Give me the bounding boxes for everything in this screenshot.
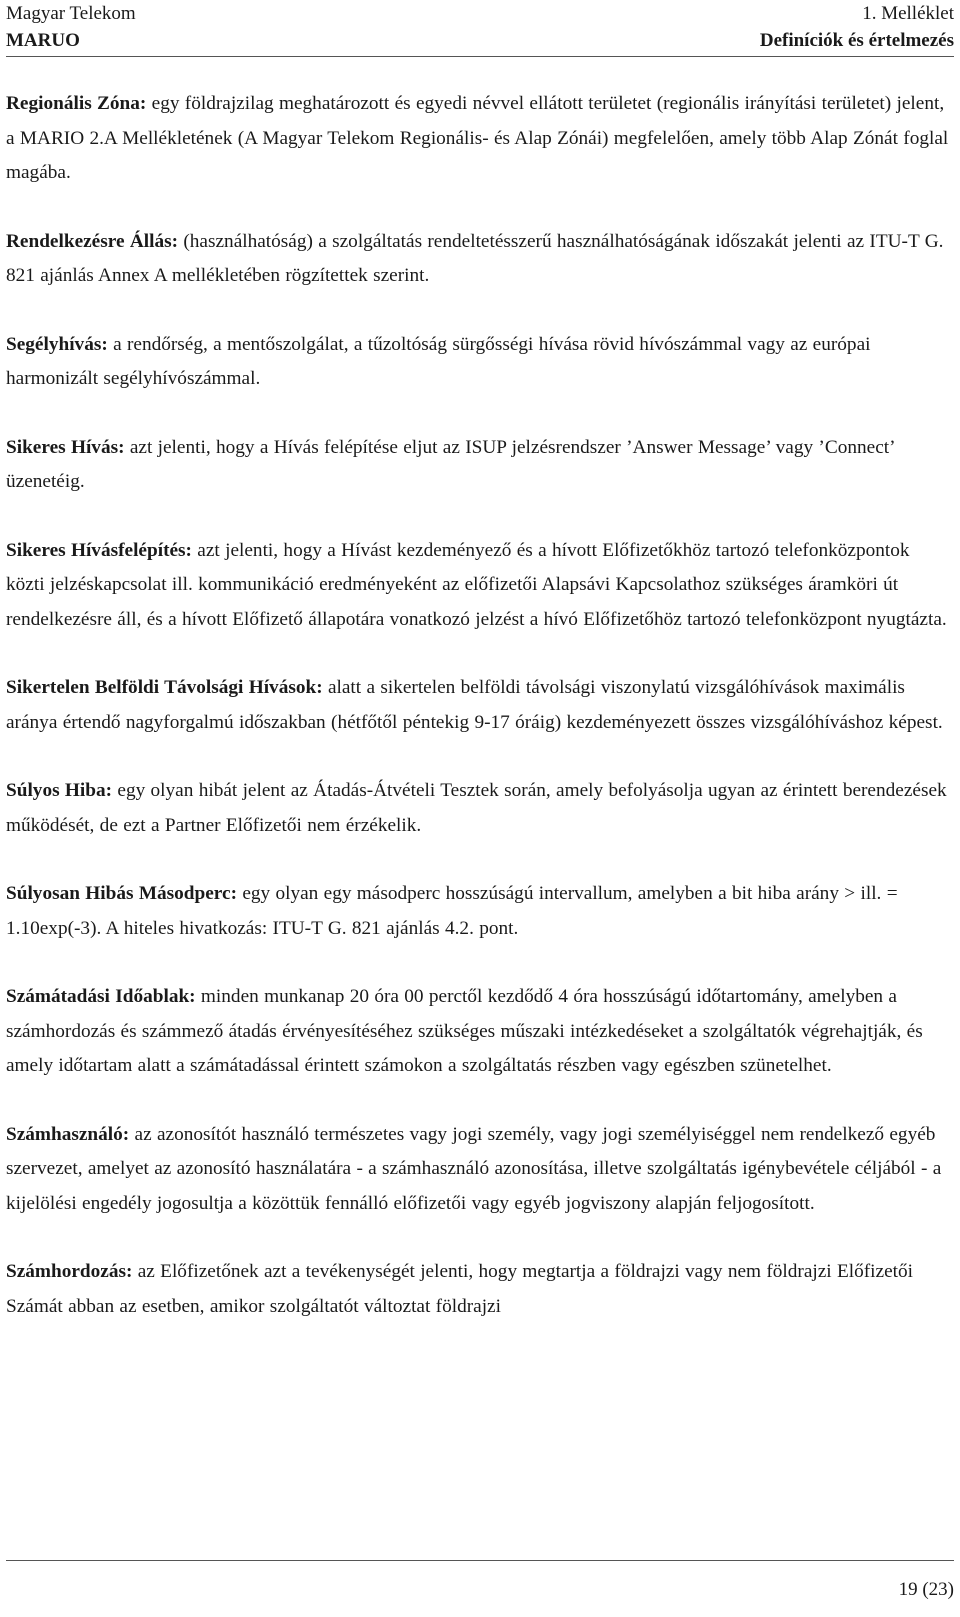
definition-term: Regionális Zóna: [6, 93, 147, 114]
definition-paragraph [6, 671, 951, 740]
definition-text: alatt a sikertelen belföldi távolsági viszonylatú vizsgálóhívások maximális aránya értendő nagyforgalmú időszakban (hétfőtől péntekig 9-17 óráig) kezdeményezett összes vizsgálóhíváshoz képest. [6, 677, 943, 733]
definition-paragraph [6, 1255, 951, 1324]
definition-text: egy olyan egy másodperc hosszúságú intervallum, amelyben a bit hiba arány > ill. = 1.10exp(-3). A hiteles hivatkozás: ITU-T G. 821 ajánlás 4.2. pont. [6, 883, 898, 939]
footer-divider [6, 1560, 954, 1561]
definition-term: Súlyos Hiba: [6, 780, 113, 801]
definition-text: azt jelenti, hogy a Hívás felépítése eljut az ISUP jelzésrendszer ’Answer Message’ vagy ’Connect’ üzenetéig. [6, 436, 895, 492]
definition-term: Rendelkezésre Állás: [6, 230, 179, 252]
header-company: Magyar Telekom [6, 3, 136, 24]
document-body [6, 87, 951, 1358]
header-left [6, 0, 136, 54]
header-right [760, 0, 954, 54]
definition-text: a rendőrség, a mentőszolgálat, a tűzoltóság sürgősségi hívása rövid hívószámmal vagy az európai harmonizált segélyhívószámmal. [6, 333, 871, 389]
definition-paragraph [6, 225, 951, 294]
definition-text: az azonosítót használó természetes vagy jogi személy, vagy jogi személyiséggel nem rendelkező egyéb szervezet, amelyet az azonosító használatára - a számhasználó azonosítása, illetve szolgáltatás igénybevétele céljából - a kijelölési engedély jogosultja a közöttük fennálló előfizetői vagy egyéb jogviszony alapján feljogosított. [6, 1123, 942, 1214]
header-section-title: Definíciók és értelmezés [759, 30, 954, 51]
definition-paragraph [6, 87, 951, 191]
definition-paragraph [6, 774, 951, 843]
definition-term: Sikeres Hívás: [6, 436, 125, 458]
definition-paragraph [6, 328, 951, 397]
definition-paragraph [6, 431, 951, 500]
definition-term: Sikeres Hívásfelépítés: [6, 539, 192, 561]
definition-text: egy földrajzilag meghatározott és egyedi névvel ellátott területet (regionális irányítási területet) jelent, a MARIO 2.A Mellékletének (A Magyar Telekom Regionális- és Alap Zónái) megfelelően, amely több Alap Zónát foglal magába. [6, 93, 949, 183]
definition-text: egy olyan hibát jelent az Átadás-Átvételi Tesztek során, amely befolyásolja ugyan az érintett berendezések működését, de ezt a Partner Előfizetői nem érzékelik. [6, 780, 947, 836]
header-divider [6, 56, 954, 57]
definition-term: Számhasználó: [6, 1123, 130, 1145]
definition-paragraph [6, 1118, 951, 1222]
definition-term: Sikertelen Belföldi Távolsági Hívások: [6, 677, 323, 698]
definition-text: azt jelenti, hogy a Hívást kezdeményező és a hívott Előfizetőkhöz tartozó telefonközpontok közti jelzéskapcsolat ill. kommunikáció eredményeként az előfizetői Alapsávi Kapcsolathoz szükséges áramköri út rendelkezésre áll, és a hívott Előfizető állapotára vonatkozó jelzést a hívó Előfizetőhöz tartozó telefonközpont nyugtázta. [6, 539, 947, 630]
definition-text: az Előfizetőnek azt a tevékenységét jelenti, hogy megtartja a földrajzi vagy nem földrajzi Előfizetői Számát abban az esetben, amikor szolgáltatót változtat földrajzi [6, 1261, 914, 1317]
definition-term: Számátadási Időablak: [6, 986, 196, 1007]
definition-term: Segélyhívás: [6, 333, 108, 355]
definition-paragraph [6, 534, 951, 638]
definition-text: (használhatóság) a szolgáltatás rendeltetésszerű használhatóságának időszakát jelenti az ITU-T G. 821 ajánlás Annex A mellékletében rögzítettek szerint. [6, 230, 944, 286]
definition-paragraph [6, 877, 951, 946]
definition-text: minden munkanap 20 óra 00 perctől kezdődő 4 óra hosszúságú időtartomány, amelyben a számhordozás és számmező átadás érvényesítéséhez szükséges műszaki intézkedéseket a szolgáltatók végrehajtják, és amely időtartam alatt a számátadással érintett számokon a szolgáltatás részben vagy egészben szünetelhet. [6, 986, 923, 1076]
page-number: 19 (23) [898, 1579, 954, 1600]
definition-term: Súlyosan Hibás Másodperc: [6, 883, 237, 904]
header-doc-title: MARUO [6, 30, 80, 51]
page-footer [6, 1560, 954, 1600]
header-appendix: 1. Melléklet [862, 3, 954, 24]
definition-paragraph [6, 980, 951, 1084]
definition-term: Számhordozás: [6, 1261, 133, 1282]
page-header [6, 0, 954, 60]
